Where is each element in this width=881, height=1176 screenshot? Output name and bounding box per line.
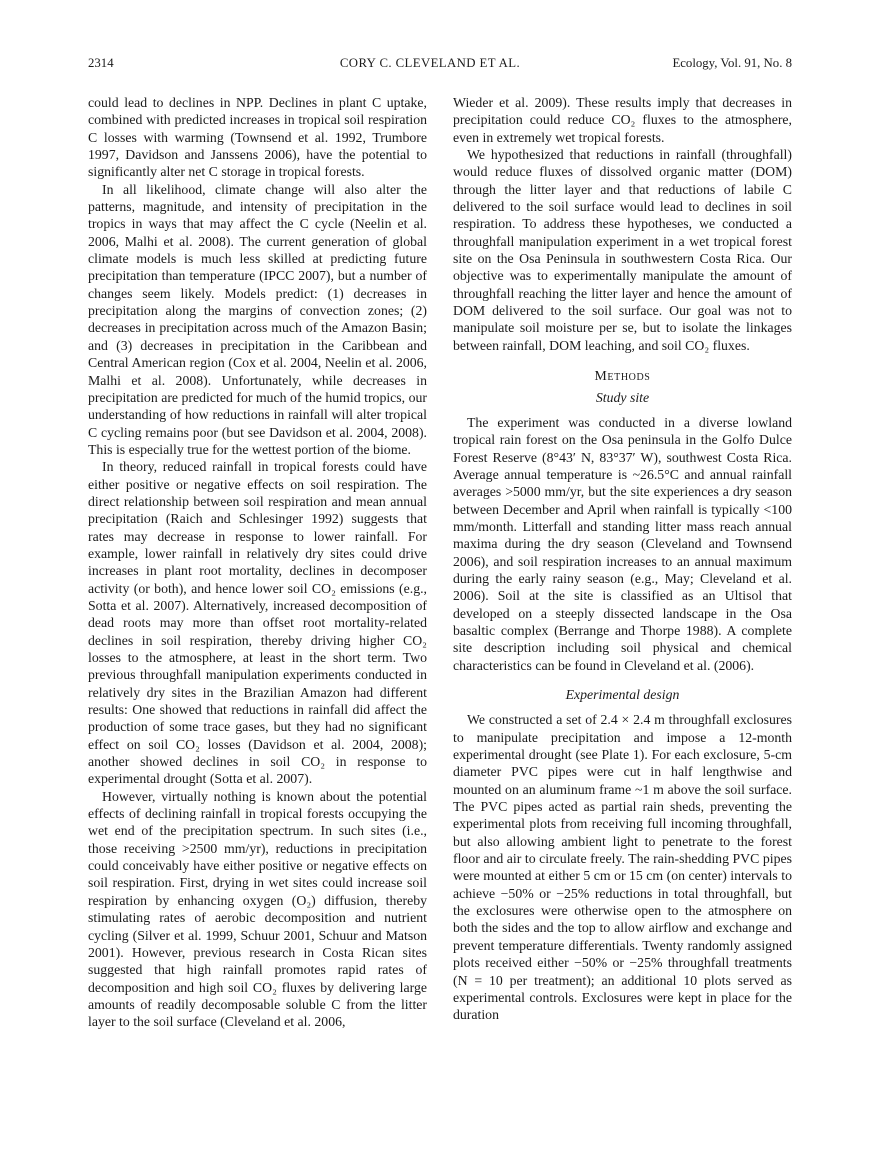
page-number: 2314 — [88, 56, 114, 70]
journal-citation: Ecology, Vol. 91, No. 8 — [672, 56, 792, 70]
paragraph: The experiment was conducted in a diverse lowland tropical rain forest on the Osa peninsula in the Golfo Dulce Forest Reserve (8°43′ N, 83°37′ W), southwest Costa Rica. Average annual temperature is ~26.5°C and annual rainfall averages >5000 mm/yr, but the site experiences a dry season between December and April when rainfall is typically <100 mm/month. Litterfall and standing litter mass reach annual maxima during the dry season (Cleveland and Townsend 2006), and soil respiration increases to an annual maximum during the early rainy season (e.g., May; Cleveland et al. 2006). Soil at the site is classified as an Ultisol that developed on a steeply dissected landscape in the Osa basaltic complex (Berrange and Thorpe 1988). A complete site description including soil physical and chemical characteristics can be found in Cleveland et al. (2006). — [453, 414, 792, 673]
right-column — [453, 94, 792, 1031]
running-header — [88, 56, 792, 71]
study-site-subheading: Study site — [595, 389, 650, 405]
two-column-body — [88, 94, 792, 1031]
paragraph: could lead to declines in NPP. Declines in plant C uptake, combined with predicted increases in tropical soil respiration C losses with warming (Townsend et al. 1992, Trumbore 1997, Davidson and Janssens 2006), have the potential to significantly alter net C storage in tropical forests. — [88, 95, 427, 180]
paragraph: In theory, reduced rainfall in tropical forests could have either positive or negative effects on soil respiration. The direct relationship between soil respiration and mean annual precipitation (Raich and Schlesinger 1992) suggests that rates may decrease in response to lower rainfall. For example, lower rainfall in relatively dry sites could drive increases in plant root mortality, declines in decomposer activity (or both), and hence lower soil CO₂ emissions (e.g., Sotta et al. 2007). Alternatively, increased decomposition of dead roots may more than offset root mortality-related declines in soil respiration, thereby driving higher CO₂ losses to the atmosphere, at least in the short term. Two previous throughfall manipulation experiments conducted in relatively dry sites in the Brazilian Amazon had different results: One showed that reductions in rainfall did affect the production of some trace gases, but they had no significant effect on soil CO₂ losses (Davidson et al. 2004, 2008); another showed declines in soil CO₂ in response to experimental drought (Sotta et al. 2007). — [88, 459, 427, 787]
paragraph: In all likelihood, climate change will also alter the patterns, magnitude, and intensity of precipitation in the tropics in ways that may affect the C cycle (Neelin et al. 2006, Malhi et al. 2008). The current generation of global climate models is much less skilled at predicting future precipitation than temperature (IPCC 2007), but a number of changes seem likely. Models predict: (1) decreases in precipitation along the margins of convection zones; (2) decreases in precipitation across much of the Amazon Basin; and (3) decreases in precipitation in the Caribbean and Central American region (Cox et al. 2004, Neelin et al. 2006, Malhi et al. 2008). Unfortunately, while decreases in precipitation are predicted for much of the humid tropics, our understanding of how reductions in rainfall will alter tropical C cycling remains poor (but see Davidson et al. 2004, 2008). This is especially true for the wettest portion of the biome. — [88, 181, 427, 457]
paragraph: We hypothesized that reductions in rainfall (throughfall) would reduce fluxes of dissolved organic matter (DOM) through the litter layer and that reductions of labile C delivered to the soil surface would lead to declines in soil respiration. To address these hypotheses, we conducted a throughfall manipulation experiment in a wet tropical forest site on the Osa Peninsula in southwestern Costa Rica. Our objective was to experimentally manipulate the amount of throughfall reaching the litter layer and hence the amount of DOM delivered to the soil surface. Our goal was not to manipulate soil moisture per se, but to isolate the linkages between rainfall, DOM leaching, and soil CO₂ fluxes. — [453, 147, 792, 353]
journal-page — [88, 56, 792, 1031]
running-title: CORY C. CLEVELAND ET AL. — [339, 56, 521, 70]
paragraph: We constructed a set of 2.4 × 2.4 m throughfall exclosures to manipulate precipitation and impose a 12-month experimental drought (see Plate 1). For each exclosure, 5-cm diameter PVC pipes were cut in half lengthwise and mounted on an aluminum frame ~1 m above the soil surface. The PVC pipes acted as partial rain sheds, preventing the experimental plots from receiving full incoming throughfall, but also allowing ambient light to penetrate to the forest floor and air to circulate freely. The rain-shedding PVC pipes were mounted at either 5 cm or 15 cm (on center) intervals to achieve −50% or −25% reductions in total throughfall, but the exclosures were otherwise open to the atmosphere on both the sides and the top to allow airflow and exchange and prevent temperature differentials. Twenty randomly assigned plots received either −50% or −25% throughfall treatments (N = 10 per treatment); an additional 10 plots served as experimental controls. Exclosures were kept in place for the duration — [453, 712, 792, 1023]
experimental-design-subheading: Experimental design — [565, 687, 680, 702]
left-column — [88, 94, 427, 1031]
paragraph: However, virtually nothing is known about the potential effects of declining rainfall in tropical forests occupying the wet end of the precipitation spectrum. In such sites (i.e., those receiving >2500 mm/yr), reductions in precipitation could conceivably have either positive or negative effects on soil respiration. First, drying in wet sites could increase soil respiration by enhancing oxygen (O₂) diffusion, thereby stimulating rates of aerobic decomposition and nutrient cycling (Silver et al. 1999, Schuur 2001, Schuur and Matson 2001). However, previous research in Costa Rican sites suggested that high rainfall promotes rapid rates of decomposition and high soil CO₂ fluxes by delivering large amounts of readily decomposable soluble C from the litter layer to the soil surface (Cleveland et al. 2006, — [88, 788, 427, 1030]
methods-section-heading: Methods — [594, 368, 651, 384]
paragraph: Wieder et al. 2009). These results imply that decreases in precipitation could reduce CO₂ fluxes to the atmosphere, even in extremely wet tropical forests. — [453, 95, 792, 145]
